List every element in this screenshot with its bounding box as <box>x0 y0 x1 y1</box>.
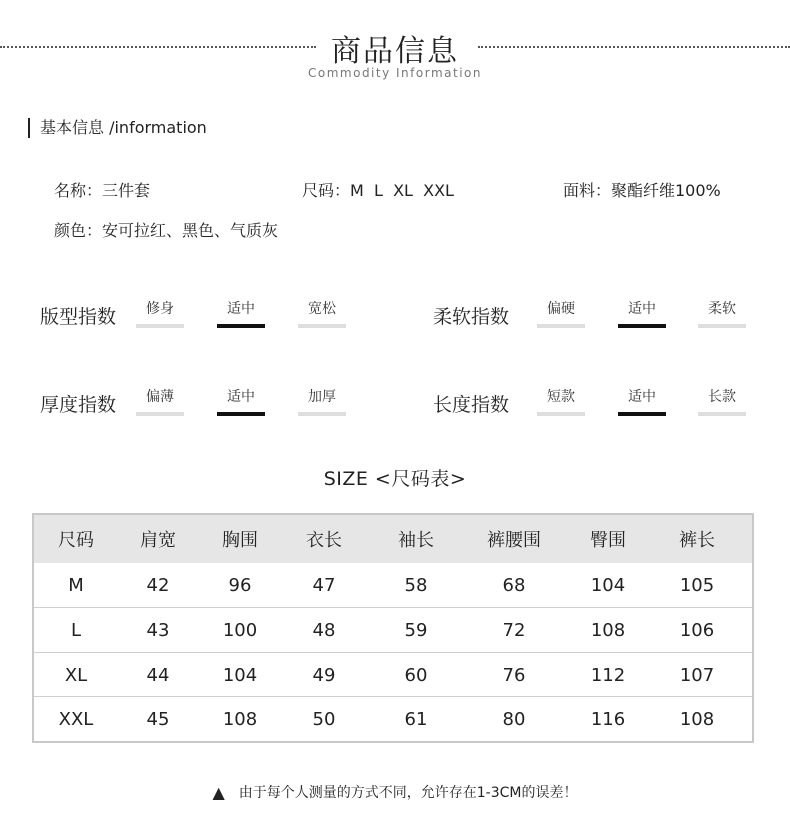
table-cell: 45 <box>146 709 170 730</box>
table-cell: 42 <box>146 574 170 596</box>
softness-index-label: 柔软指数 <box>433 306 510 328</box>
table-row <box>34 563 752 607</box>
measurement-note-text: 由于每个人测量的方式不同，允许存在1-3CM的误差！ <box>238 785 578 801</box>
table-header-cell: 衣长 <box>306 530 342 551</box>
table-header-cell: 裤长 <box>679 530 715 551</box>
softness-option-1: 偏硬 <box>537 298 585 328</box>
thickness-option-3: 加厚 <box>298 386 346 416</box>
table-cell: 58 <box>404 574 428 596</box>
table-cell: 60 <box>404 664 428 686</box>
softness-option-2-selected: 适中 <box>618 298 666 328</box>
table-cell: 80 <box>502 709 526 730</box>
table-cell: 104 <box>590 574 626 596</box>
thickness-index-label: 厚度指数 <box>40 394 117 416</box>
table-cell: XL <box>64 664 88 686</box>
section-label-basic-info: 基本信息 /information <box>28 118 207 138</box>
table-cell: 76 <box>502 664 526 686</box>
table-cell: 108 <box>222 709 258 730</box>
table-cell: 106 <box>679 619 715 641</box>
table-cell: M <box>68 574 84 596</box>
info-name: 名称：三件套 <box>54 181 151 200</box>
warning-triangle-icon: ▲ <box>212 783 225 802</box>
table-cell: XXL <box>58 709 94 730</box>
length-option-2-selected: 适中 <box>618 386 666 416</box>
table-cell: 112 <box>590 664 626 686</box>
length-option-1: 短款 <box>537 386 585 416</box>
info-fabric: 面料：聚酯纤维100% <box>563 181 721 200</box>
table-cell: L <box>70 619 82 641</box>
size-table-title: SIZE <尺码表> <box>323 468 467 490</box>
softness-option-3: 柔软 <box>698 298 746 328</box>
table-cell: 96 <box>228 574 252 596</box>
table-row <box>34 696 752 742</box>
size-table <box>32 513 754 743</box>
table-cell: 68 <box>502 574 526 596</box>
length-index-label: 长度指数 <box>433 394 510 416</box>
fit-index-label: 版型指数 <box>40 306 117 328</box>
table-row <box>34 652 752 697</box>
thickness-option-2-selected: 适中 <box>217 386 265 416</box>
table-header-row <box>34 515 752 563</box>
page-title: 商品信息 <box>0 26 790 70</box>
table-cell: 105 <box>679 574 715 596</box>
length-option-3: 长款 <box>698 386 746 416</box>
table-cell: 50 <box>312 709 336 730</box>
table-cell: 72 <box>502 619 526 641</box>
table-cell: 100 <box>222 619 258 641</box>
table-cell: 116 <box>590 709 626 730</box>
table-cell: 104 <box>222 664 258 686</box>
fit-option-3: 宽松 <box>298 298 346 328</box>
table-cell: 44 <box>146 664 170 686</box>
table-cell: 48 <box>312 619 336 641</box>
table-header-cell: 尺码 <box>58 530 94 551</box>
table-row <box>34 607 752 652</box>
table-header-cell: 胸围 <box>222 530 258 551</box>
table-header-cell: 臀围 <box>590 530 626 551</box>
table-cell: 59 <box>404 619 428 641</box>
page-subtitle: Commodity Information <box>308 66 482 80</box>
fit-option-2-selected: 适中 <box>217 298 265 328</box>
table-cell: 47 <box>312 574 336 596</box>
table-cell: 108 <box>679 709 715 730</box>
table-header-cell: 袖长 <box>398 530 434 551</box>
info-color: 颜色：安可拉红、黑色、气质灰 <box>54 221 279 240</box>
table-cell: 107 <box>679 664 715 686</box>
table-cell: 43 <box>146 619 170 641</box>
table-header-cell: 肩宽 <box>140 530 176 551</box>
table-cell: 108 <box>590 619 626 641</box>
table-cell: 49 <box>312 664 336 686</box>
fit-option-1: 修身 <box>136 298 184 328</box>
info-size: 尺码：M L XL XXL <box>302 181 454 200</box>
thickness-option-1: 偏薄 <box>136 386 184 416</box>
table-cell: 61 <box>404 709 428 730</box>
measurement-note <box>0 782 790 802</box>
table-header-cell: 裤腰围 <box>487 530 541 551</box>
